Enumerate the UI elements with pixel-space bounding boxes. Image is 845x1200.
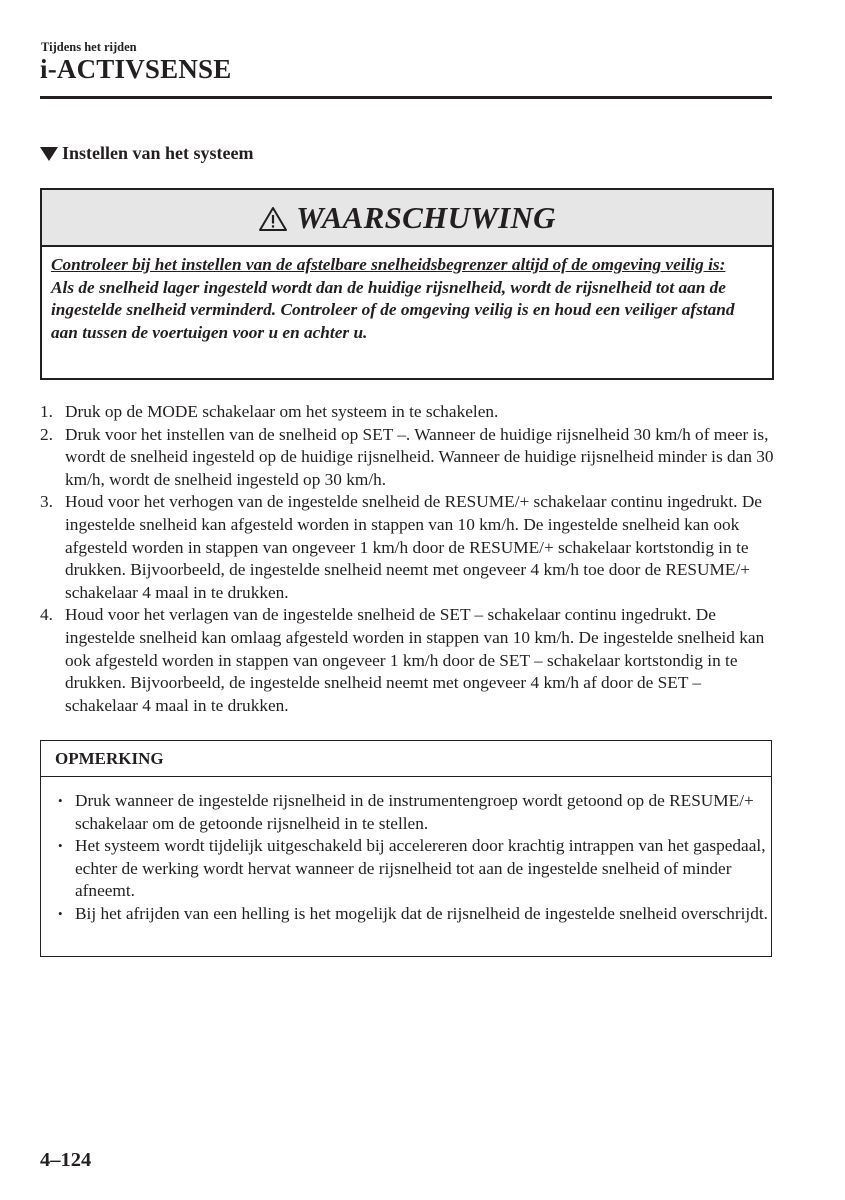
steps-list	[40, 401, 775, 717]
warning-body-text: Als de snelheid lager ingesteld wordt dan de huidige rijsnelheid, wordt de rijsnelheid tot aan de ingestelde snelheid verminderd. Controleer of de omgeving veilig is en houd een veiliger afstand aan tussen de voertuigen voor u en achter u.	[51, 277, 735, 342]
note-list	[41, 777, 771, 926]
page-number: 4–124	[40, 1149, 92, 1171]
step-text: Houd voor het verlagen van de ingestelde snelheid de SET – schakelaar continu ingedrukt. De ingestelde snelheid kan omlaag afgesteld worden in stappen van 10 km/h. De ingestelde snelheid kan ook afgesteld worden in stappen van ongeveer 1 km/h door de SET – schakelaar kortstondig in te drukken. Bijvoorbeeld, de ingestelde snelheid neemt met ongeveer 4 km/h af door de SET – schakelaar 4 maal in te drukken.	[65, 605, 765, 715]
section-heading-text: Instellen van het systeem	[62, 143, 254, 163]
step-number: 1.	[40, 402, 53, 421]
step-item	[40, 424, 775, 492]
bullet-icon: •	[58, 838, 63, 854]
warning-body	[42, 247, 772, 344]
step-number: 3.	[40, 492, 53, 512]
triangle-down-icon	[40, 147, 58, 161]
section-heading	[40, 143, 254, 164]
warning-title: WAARSCHUWING	[296, 199, 556, 235]
step-text: Druk voor het instellen van de snelheid op SET –. Wanneer de huidige rijsnelheid 30 km/h of meer is, wordt de snelheid ingesteld op de huidige rijsnelheid. Wanneer de huidige rijsnelheid minder is dan 30 km/h, wordt de snelheid ingesteld op 30 km/h.	[65, 424, 774, 489]
header-divider	[40, 96, 772, 99]
bullet-icon: •	[58, 793, 63, 808]
step-number: 2.	[40, 424, 53, 444]
note-title: OPMERKING	[41, 741, 771, 777]
step-item	[40, 604, 775, 717]
step-number: 4.	[40, 605, 53, 625]
step-text: Houd voor het verhogen van de ingestelde snelheid de RESUME/+ schakelaar continu ingedrukt. De ingestelde snelheid kan afgesteld worden in stappen van 10 km/h. De ingestelde snelheid kan ook afgesteld worden in stappen van ongeveer 1 km/h door de RESUME/+ schakelaar kortstondig in te drukken. Bijvoorbeeld, de ingestelde snelheid neemt met ongeveer 4 km/h toe door de RESUME/+ schakelaar 4 maal in te drukken.	[65, 492, 762, 602]
step-text: Druk op de MODE schakelaar om het systeem in te schakelen.	[65, 402, 499, 421]
note-item	[58, 903, 771, 926]
note-item	[58, 790, 771, 835]
step-item	[40, 401, 775, 424]
bullet-icon: •	[58, 905, 63, 921]
note-text: Het systeem wordt tijdelijk uitgeschakeld bij accelereren door krachtig intrappen van het gaspedaal, echter de werking wordt hervat wanneer de rijsnelheid tot aan de ingestelde snelheid of minder afneemt.	[75, 836, 766, 901]
warning-underlined-text: Controleer bij het instellen van de afstelbare snelheidsbegrenzer altijd of de omgeving veilig is:	[51, 255, 726, 274]
step-item	[40, 491, 775, 604]
warning-triangle-icon	[258, 206, 288, 232]
chapter-title: i-ACTIVSENSE	[40, 54, 232, 84]
note-text: Bij het afrijden van een helling is het mogelijk dat de rijsnelheid de ingestelde snelheid overschrijdt.	[75, 903, 768, 923]
note-item	[58, 835, 771, 903]
warning-header	[42, 190, 772, 247]
running-header: Tijdens het rijden	[41, 40, 137, 54]
note-text: Druk wanneer de ingestelde rijsnelheid in de instrumentengroep wordt getoond op de RESUME/+ schakelaar om de getoonde rijsnelheid in te stellen.	[75, 791, 754, 833]
warning-box	[40, 188, 774, 380]
note-box	[40, 740, 772, 957]
